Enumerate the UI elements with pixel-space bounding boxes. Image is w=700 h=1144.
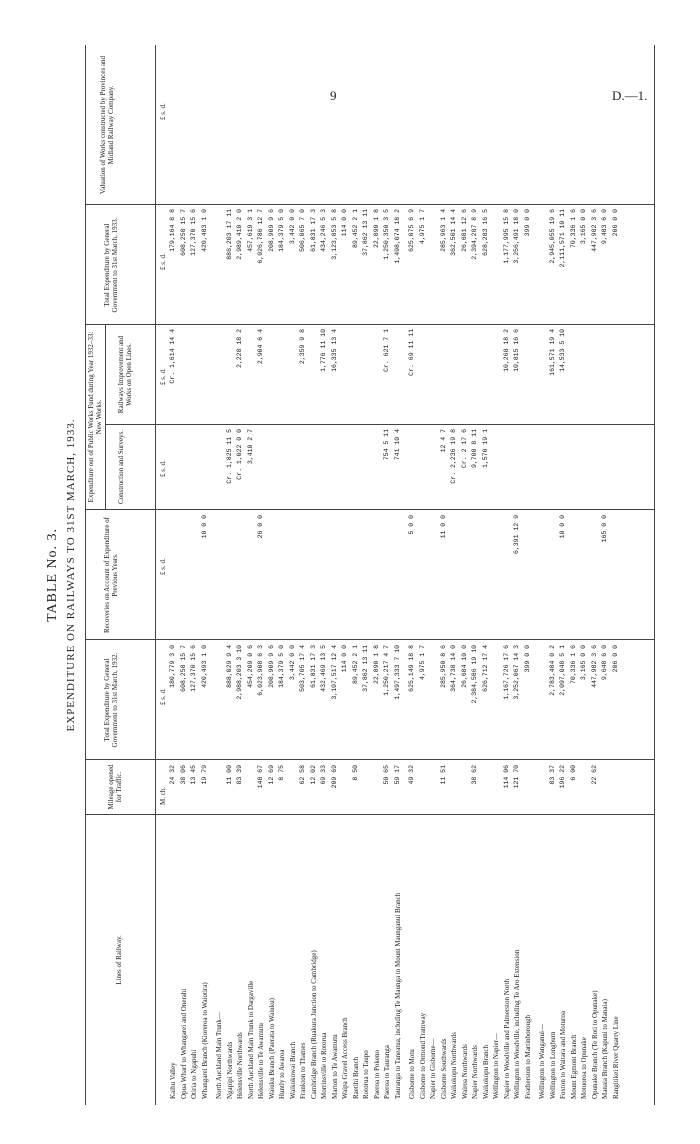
cell-mi: 8 50: [351, 765, 359, 781]
cell-mi: 49 32: [408, 765, 415, 785]
cell-imp: 14,533 5 10: [559, 329, 566, 372]
table-row: [257, 45, 265, 1105]
pwf-group-rule: [105, 325, 106, 510]
table-row: [450, 45, 458, 1105]
table-row: [549, 45, 557, 1105]
cell-t32: 1,250,217 4 7: [383, 645, 390, 696]
cell-t32: 447,982 3 6: [590, 645, 598, 688]
cell-mi: 50 65: [383, 765, 390, 785]
cell-t33: 362,501 14 4: [450, 209, 457, 256]
cell-imp: Cr. 621 7 1: [383, 329, 390, 372]
cell-mi: 209 69: [330, 765, 338, 789]
line-name: Wellington to Wanganui—: [538, 1024, 546, 1099]
cell-con: 1,570 19 1: [481, 429, 489, 469]
line-name: Rangitikei River Quarry Line: [611, 1016, 620, 1099]
cell-t32: 888,029 9 4: [225, 645, 233, 688]
line-name: Helensville Northwards: [236, 1032, 244, 1099]
cell-t32: 399 0 0: [523, 645, 531, 673]
cell-t33: 3,442 0 0: [288, 209, 296, 245]
cell-t32: 608,258 15 7: [179, 645, 187, 692]
line-name: Helensville to Te Awamutu: [257, 1023, 265, 1099]
cell-t33: 4,975 1 7: [418, 209, 426, 245]
table-row: [419, 45, 427, 1105]
line-name: Frankton to Thames: [299, 1042, 307, 1099]
table-row: [538, 45, 546, 1105]
cell-mi: 11 00: [225, 765, 233, 785]
cell-con: 9,700 8 11: [471, 429, 478, 469]
cell-t33: 625,075 6 9: [408, 209, 415, 252]
header-lines: Lines of Railway.: [115, 935, 123, 985]
table-row: [612, 45, 620, 1105]
line-name: Paeroa to Pokeno: [372, 1050, 381, 1099]
table-row: [215, 45, 223, 1105]
cell-t33: 127,370 15 6: [190, 209, 197, 256]
cell-t32: 89,452 2 1: [351, 645, 359, 685]
cell-mi: 121 70: [513, 765, 520, 789]
cell-t33: 628,283 16 5: [481, 209, 489, 256]
cell-t33: 89,452 2 1: [351, 209, 359, 249]
cell-t33: 399 0 0: [523, 209, 531, 237]
line-name: Gisborne to Motu: [408, 1049, 416, 1099]
cell-t33: 2,989,410 2 0: [236, 209, 243, 260]
cell-t32: 206 0 0: [611, 645, 619, 673]
cell-t33: 70,336 1 6: [569, 209, 577, 249]
line-name: Marton to Te Awamutu: [330, 1034, 339, 1099]
line-name: Ngapipi Northwards: [225, 1041, 234, 1099]
line-name: Raetihi Branch: [351, 1056, 360, 1099]
cell-t32: 454,209 0 6: [246, 645, 254, 688]
cell-rec: 5 0 0: [408, 515, 415, 535]
line-name: Opua Wharf to Whangarei and Onerahi: [179, 988, 188, 1099]
cell-con: Cr. 2,236 19 8: [450, 429, 457, 484]
cell-t32: 1,497,333 7 10: [393, 645, 401, 700]
table-row: [310, 45, 318, 1105]
cell-mi: 6 00: [569, 765, 577, 781]
cell-mi: 22 62: [590, 765, 598, 785]
line-name: Huntly to Awaroa: [278, 1049, 286, 1099]
unit-lsd: £ s. d.: [159, 558, 167, 575]
cell-imp: Cr. 69 11 11: [408, 329, 415, 376]
cell-t33: 457,619 3 1: [246, 209, 254, 252]
cell-con: 3,410 2 7: [246, 429, 254, 465]
line-name: Gisborne Southwards: [439, 1038, 448, 1099]
cell-t32: 432,469 13 5: [320, 645, 327, 692]
table-row: [559, 45, 567, 1105]
cell-t32: 61,831 17 3: [309, 645, 317, 688]
table-row: [236, 45, 244, 1105]
cell-t33: 22,890 1 8: [372, 209, 380, 249]
cell-rec: 6,391 12 9: [513, 515, 520, 555]
unit-lsd: £ s. d.: [159, 460, 167, 477]
cell-t33: 3,165 0 0: [580, 209, 587, 245]
cell-t33: 26,681 12 6: [460, 209, 468, 252]
cell-t33: 206 0 0: [611, 209, 619, 237]
cell-t33: 37,862 13 11: [362, 209, 369, 256]
table-row: [190, 45, 198, 1105]
cell-t32: 6,023,908 6 3: [257, 645, 264, 696]
line-name: Tauranga to Taneatua, including Te Maunga to Mount Maunganui Branch: [393, 892, 402, 1099]
cell-t32: 503,705 17 4: [299, 645, 306, 692]
header-recoveries: Recoveries on Account of Expenditure of Previous Years.: [103, 516, 119, 634]
line-name: Waipa Gravel Access Branch: [341, 1017, 349, 1099]
header-construction: Construction and Surveys.: [117, 429, 125, 505]
table-row: [331, 45, 339, 1105]
cell-t32: 114 0 0: [341, 645, 348, 673]
line-name: Gisborne to Ormond Tramway: [418, 1012, 427, 1099]
cell-t33: 1,177,995 15 8: [502, 209, 510, 264]
line-name: North Auckland Main Trunk—: [215, 1012, 223, 1099]
table-row: [268, 45, 276, 1105]
cell-t33: 506,065 7 0: [299, 209, 306, 252]
cell-mi: 24 32: [169, 765, 176, 785]
cell-imp: 161,571 19 4: [548, 329, 556, 376]
line-name: Wairoa Northwards: [460, 1044, 469, 1099]
line-name: Waikokopu Branch: [481, 1044, 490, 1099]
cell-t32: 3,165 0 0: [580, 645, 587, 681]
cell-mi: 19 79: [200, 765, 208, 785]
cell-mi: 38 62: [471, 765, 478, 785]
cell-t32: 2,783,484 0 2: [548, 645, 556, 696]
cell-mi: 196 22: [559, 765, 566, 789]
cell-mi: 12 02: [309, 765, 317, 785]
table-row: [299, 45, 307, 1105]
cell-rec: 26 0 0: [257, 515, 264, 539]
table-row: [492, 45, 500, 1105]
rotated-table-page: [45, 45, 655, 1105]
line-name: Whangarei Branch (Kioreroa to Waiotira): [200, 982, 209, 1099]
table-row: [580, 45, 588, 1105]
cell-imp: 10,268 18 2: [502, 329, 510, 372]
cell-t33: 3,256,491 18 0: [513, 209, 520, 264]
document-reference: D.—1.: [612, 88, 648, 103]
table-row: [601, 45, 609, 1105]
cell-t33: 2,945,055 19 6: [548, 209, 556, 264]
cell-rec: 165 0 0: [601, 515, 608, 543]
cell-t33: 608,258 15 7: [179, 209, 187, 256]
table-row: [341, 45, 349, 1105]
cell-mi: 59 17: [393, 765, 401, 785]
cell-t32: 70,336 1 6: [569, 645, 577, 685]
cell-con: Cr. 1,825 11 5: [225, 429, 233, 484]
cell-t32: 626,712 17 4: [481, 645, 489, 692]
cell-imp: Cr. 1,614 14 4: [169, 329, 176, 384]
unit-lsd: £ s. d.: [159, 103, 167, 120]
table-row: [591, 45, 599, 1105]
line-name: Kaihu Valley: [169, 1062, 177, 1099]
table-row: [570, 45, 578, 1105]
page-number: 9: [330, 88, 337, 103]
table-bottom-rule: [654, 45, 655, 1105]
cell-t32: 420,493 1 0: [200, 645, 208, 688]
cell-t33: 6,026,786 12 7: [257, 209, 264, 264]
table-subtitle: EXPENDITURE ON RAILWAYS TO 31ST MARCH, 1933.: [65, 418, 77, 732]
cell-mi: 8 75: [278, 765, 285, 781]
header-total-1933: Total Expenditure by General Government to 31st March, 1933.: [103, 217, 119, 313]
cell-con: 12 4 7: [439, 429, 447, 453]
cell-con: Cr. 2 17 6: [460, 429, 468, 469]
cell-t32: 26,684 10 0: [460, 645, 468, 688]
line-name: Opunake Branch (Te Roti to Opunake): [590, 990, 599, 1099]
table-row: [503, 45, 511, 1105]
cell-t32: 285,950 8 6: [439, 645, 447, 688]
cell-t32: 3,442 0 0: [288, 645, 296, 681]
line-name: Paeroa to Tauranga: [383, 1045, 391, 1099]
line-name: Waikokowai Branch: [288, 1041, 297, 1099]
cell-t32: 3,107,517 12 4: [330, 645, 338, 700]
unit-mileage: M. ch.: [159, 786, 167, 805]
cell-t33: 447,982 3 6: [590, 209, 598, 252]
cell-mi: 11 51: [439, 765, 447, 785]
table-row: [461, 45, 469, 1105]
line-name: Waiuku Branch (Paerata to Waiuku): [267, 998, 276, 1099]
cell-mi: 148 67: [257, 765, 264, 789]
cell-mi: 38 06: [179, 765, 187, 785]
cell-rec: 11 0 0: [439, 515, 447, 539]
table-row: [169, 45, 177, 1105]
line-name: Wellington to Longburn: [548, 1031, 557, 1099]
cell-mi: 13 45: [190, 765, 197, 785]
line-name: Motuoroa to Opunake: [580, 1037, 588, 1099]
unit-lsd: £ s. d.: [159, 368, 167, 385]
table-row: [352, 45, 360, 1105]
cell-t32: 4,975 1 7: [418, 645, 426, 681]
cell-mi: 69 33: [320, 765, 327, 785]
table-row: [408, 45, 416, 1105]
cell-t33: 208,909 9 6: [267, 209, 275, 252]
table-row: [394, 45, 402, 1105]
unit-lsd: £ s. d.: [159, 253, 167, 270]
cell-t32: 208,909 9 6: [267, 645, 275, 688]
table-row: [440, 45, 448, 1105]
table-title: TABLE No. 3.: [45, 527, 60, 623]
cell-t32: 9,648 6 0: [601, 645, 608, 681]
cell-t32: 22,890 1 8: [372, 645, 380, 685]
cell-t33: 61,831 17 3: [309, 209, 317, 252]
table-row: [383, 45, 391, 1105]
table-row: [180, 45, 188, 1105]
cell-t32: 364,738 14 0: [450, 645, 457, 692]
header-total-1932: Total Expenditure by General Government to 31st March, 1932.: [103, 652, 119, 748]
cell-t33: 1,498,074 18 2: [393, 209, 401, 264]
cell-t32: 2,988,203 3 10: [236, 645, 243, 700]
header-valuation: Valuation of Works constructed by Provinces and Midland Railway Company.: [99, 55, 115, 195]
cell-imp: 16,335 13 4: [330, 329, 338, 372]
line-name: Foxton to Waitara and Moturoa: [559, 1011, 567, 1099]
table-row: [289, 45, 297, 1105]
line-name: Morrinsville to Rotorua: [320, 1032, 328, 1099]
cell-t33: 179,164 8 8: [169, 209, 176, 252]
cell-con: Cr. 1,022 0 0: [236, 429, 243, 480]
cell-imp: 1,776 11 10: [320, 329, 327, 372]
cell-t33: 420,483 1 0: [200, 209, 208, 252]
unit-lsd: £ s. d.: [159, 688, 167, 705]
cell-t33: 2,394,287 8 9: [471, 209, 478, 260]
cell-t33: 886,203 17 11: [225, 209, 233, 260]
cell-t32: 37,862 13 11: [362, 645, 369, 692]
line-name: Wellington to Woodville, including Te Aro Extension: [513, 949, 521, 1099]
cell-t33: 3,123,853 5 8: [330, 209, 338, 260]
cell-t32: 625,149 18 8: [408, 645, 415, 692]
line-name: Cambridge Branch (Ruakura Junction to Cambridge): [309, 950, 318, 1099]
cell-t32: 180,779 3 0: [169, 645, 176, 688]
line-name: Manaia Branch (Kapuni to Manaia): [601, 999, 609, 1099]
cell-imp: 2,904 6 4: [257, 329, 264, 365]
table-row: [320, 45, 328, 1105]
table-row: [524, 45, 532, 1105]
cell-t32: 127,370 15 6: [190, 645, 197, 692]
line-name: Napier to Woodville and Palmerston North: [502, 978, 511, 1099]
cell-t32: 2,384,586 19 10: [471, 645, 478, 704]
cell-t32: 3,252,067 14 3: [513, 645, 520, 700]
cell-t32: 2,097,048 5 1: [559, 645, 566, 696]
table-row: [429, 45, 437, 1105]
cell-t33: 2,111,571 10 11: [559, 209, 566, 268]
cell-rec: 10 0 0: [200, 515, 208, 539]
table-row: [201, 45, 209, 1105]
table-row: [362, 45, 370, 1105]
cell-mi: 83 39: [236, 765, 243, 785]
table-row: [482, 45, 490, 1105]
line-name: Napier to Gisborne—: [429, 1038, 437, 1099]
cell-t33: 114 0 0: [341, 209, 348, 237]
cell-mi: 62 58: [299, 765, 306, 785]
cell-imp: 2,228 18 2: [236, 329, 243, 369]
line-name: Wellington to Napier—: [492, 1033, 500, 1099]
table-row: [471, 45, 479, 1105]
cell-t33: 285,963 1 4: [439, 209, 447, 252]
line-name: Waikokopu Northwards: [450, 1032, 458, 1099]
line-name: Mount Egmont Branch: [569, 1034, 578, 1099]
cell-t32: 1,167,726 17 6: [502, 645, 510, 700]
header-mileage: Mileage opened for Traffic.: [107, 764, 123, 810]
cell-t33: 184,379 5 0: [278, 209, 285, 252]
table-row: [226, 45, 234, 1105]
cell-mi: 12 69: [267, 765, 275, 785]
cell-mi: 83 37: [548, 765, 556, 785]
cell-mi: 114 06: [502, 765, 510, 789]
cell-t33: 1,250,350 3 5: [383, 209, 390, 260]
cell-imp: 10,815 16 6: [513, 329, 520, 372]
table-row: [278, 45, 286, 1105]
line-name: Rotorua to Taupo: [362, 1050, 370, 1099]
cell-t33: 434,246 5 3: [320, 209, 327, 252]
cell-con: 754 5 11: [383, 429, 390, 461]
header-pwf-group: Expenditure out of Public Works Fund during Year 1932–33: New Works.: [87, 331, 103, 503]
line-name: Otiria to Ngapuhi: [190, 1049, 198, 1099]
cell-rec: 10 0 0: [559, 515, 566, 539]
header-improvement: Railways Improvement and Works on Open Lines.: [117, 335, 133, 414]
expenditure-table: [85, 45, 655, 1105]
cell-t33: 9,483 6 0: [601, 209, 608, 245]
line-name: Napier Northwards: [471, 1045, 479, 1099]
cell-imp: 2,359 9 8: [299, 329, 306, 365]
line-name: North Auckland Main Trunk to Dargaville: [246, 980, 255, 1099]
line-name: Featherston to Martinborough: [523, 1015, 532, 1099]
cell-con: 741 10 4: [393, 429, 401, 461]
table-row: [247, 45, 255, 1105]
cell-t32: 184,379 5 0: [278, 645, 285, 688]
table-row: [373, 45, 381, 1105]
table-row: [513, 45, 521, 1105]
